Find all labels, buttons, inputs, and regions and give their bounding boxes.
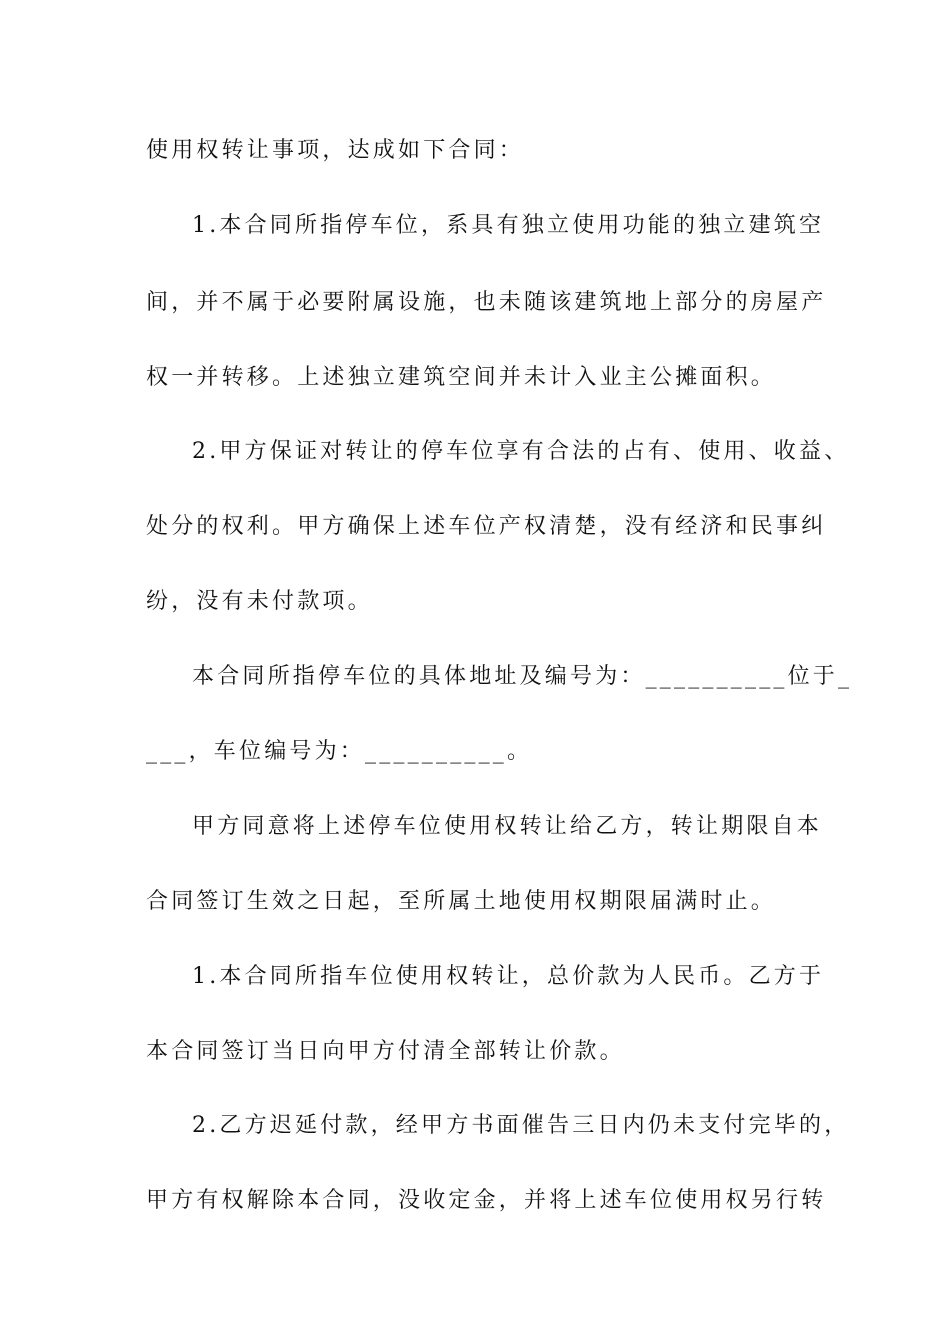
text-line: 2.甲方保证对转让的停车位享有合法的占有、使用、收益、: [192, 439, 850, 464]
text-line: 间，并不属于必要附属设施，也未随该建筑地上部分的房屋产: [146, 290, 827, 315]
text-line: 2.乙方迟延付款，经甲方书面催告三日内仍未支付完毕的，: [192, 1113, 850, 1138]
text-line: ___，车位编号为：__________。: [146, 739, 533, 764]
text-line: 甲方有权解除本合同，没收定金，并将上述车位使用权另行转: [146, 1188, 827, 1213]
text-line: 合同签订生效之日起，至所属土地使用权期限届满时止。: [146, 889, 777, 914]
text-line: 使用权转让事项，达成如下合同：: [146, 138, 525, 163]
text-line: 1.本合同所指停车位，系具有独立使用功能的独立建筑空: [192, 213, 825, 238]
text-line: 纷，没有未付款项。: [146, 589, 373, 614]
text-line: 甲方同意将上述停车位使用权转让给乙方，转让期限自本: [192, 814, 823, 839]
text-line: 处分的权利。甲方确保上述车位产权清楚，没有经济和民事纠: [146, 514, 827, 539]
text-line: 1.本合同所指车位使用权转让，总价款为人民币。乙方于: [192, 964, 825, 989]
text-line: 本合同所指停车位的具体地址及编号为：__________位于_: [192, 664, 853, 689]
text-line: 本合同签订当日向甲方付清全部转让价款。: [146, 1039, 625, 1064]
text-line: 权一并转移。上述独立建筑空间并未计入业主公摊面积。: [146, 365, 777, 390]
